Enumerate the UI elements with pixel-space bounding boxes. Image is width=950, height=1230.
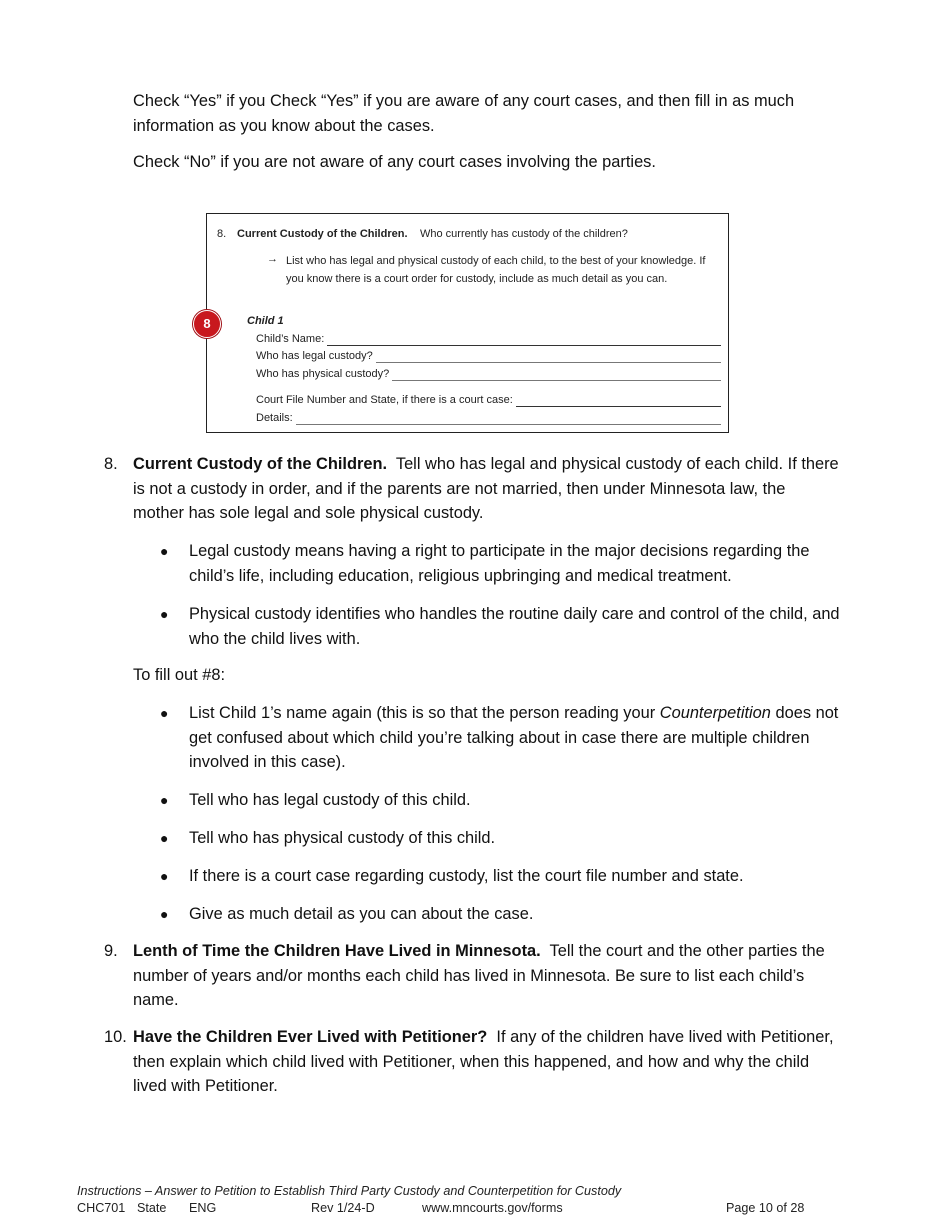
child-label: Child 1 xyxy=(247,315,284,327)
bullet-text: Tell who has legal custody of this child. xyxy=(189,791,471,809)
field-label: Child’s Name: xyxy=(256,333,325,345)
bullet-icon: ● xyxy=(160,830,169,846)
list-item xyxy=(160,826,840,851)
field-label: Details: xyxy=(256,412,293,424)
bullet-text: Tell who has physical custody of this child. xyxy=(189,829,496,847)
section-number: 10. xyxy=(104,1028,127,1046)
footer-jurisdiction: State xyxy=(137,1201,167,1215)
bullet-text: Physical custody identifies who handles the routine daily care and control of the child, and who the child lives with. xyxy=(189,605,840,648)
field-line xyxy=(296,413,721,425)
bullet-text: does not get confused about which child you’re talking about in case there are multiple children involved in this case). xyxy=(189,704,839,772)
arrow-icon: → xyxy=(267,253,278,265)
field-legal-custody xyxy=(256,349,721,363)
bullet-icon: ● xyxy=(160,868,169,884)
footer-revision: Rev 1/24-D xyxy=(311,1201,375,1215)
form-excerpt-box xyxy=(206,213,729,433)
section-heading: Have the Children Ever Lived with Petitioner? xyxy=(133,1028,488,1046)
section-heading: Current Custody of the Children. xyxy=(133,455,388,473)
bullet-text: Legal custody means having a right to participate in the major decisions regarding the child’s life, including education, religious upbringing and medical treatment. xyxy=(189,542,810,585)
bullet-text: List Child 1’s name again (this is so that the person reading your xyxy=(189,704,656,722)
section-8 xyxy=(104,452,839,526)
form-heading: Current Custody of the Children. xyxy=(237,228,408,240)
bullet-text: Give as much detail as you can about the case. xyxy=(189,905,534,923)
list-item xyxy=(160,788,840,813)
form-question: Who currently has custody of the children? xyxy=(420,228,628,240)
list-item xyxy=(160,902,840,927)
field-label: Who has physical custody? xyxy=(256,368,390,380)
footer-website: www.mncourts.gov/forms xyxy=(422,1201,563,1215)
section-9 xyxy=(104,939,839,1013)
section-text: Tell who has legal and physical custody of each child. If there is not a custody in order, and if the parents are not married, then under Minnesota law, the mother has sole legal and sole physical custody. xyxy=(133,455,839,523)
section-text: If any of the children have lived with Petitioner, then explain which child lived with Petitioner, when this happened, and how and why the child lived with Petitioner. xyxy=(133,1028,834,1096)
field-line xyxy=(516,395,721,407)
form-title-italic: Counterpetition xyxy=(659,704,771,722)
section-text: Tell the court and the other parties the number of years and/or months each child has lived in Minnesota. Be sure to list each child’s name. xyxy=(133,942,825,1010)
list-item xyxy=(160,864,840,889)
step-number-badge: 8 xyxy=(193,310,221,338)
intro-paragraph-yes: Check “Yes” if you Check “Yes” if you are aware of any court cases, and then fill in as much information as you know about the cases. xyxy=(133,92,795,135)
list-item xyxy=(160,701,840,775)
list-item xyxy=(160,539,840,588)
section-number: 8. xyxy=(104,455,118,473)
field-court-file xyxy=(256,393,721,407)
field-line xyxy=(392,369,721,381)
fill-out-label: To fill out #8: xyxy=(133,666,226,684)
section-number: 9. xyxy=(104,942,118,960)
field-label: Who has legal custody? xyxy=(256,350,373,362)
list-item xyxy=(160,602,840,651)
bullet-text: If there is a court case regarding custody, list the court file number and state. xyxy=(189,867,744,885)
footer-page-number: Page 10 of 28 xyxy=(726,1201,805,1215)
form-item-number: 8. xyxy=(217,228,227,240)
field-physical-custody xyxy=(256,367,721,381)
bullet-icon: ● xyxy=(160,705,169,721)
footer-form-code: CHC701 xyxy=(77,1201,126,1215)
form-instruction: List who has legal and physical custody of each child, to the best of your knowledge. If you know there is a court order for custody, include as much detail as you can. xyxy=(286,255,706,285)
field-label: Court File Number and State, if there is a court case: xyxy=(256,394,513,406)
footer-title: Instructions – Answer to Petition to Establish Third Party Custody and Counterpetition for Custody xyxy=(77,1184,622,1198)
footer-language: ENG xyxy=(189,1201,217,1215)
bullet-icon: ● xyxy=(160,792,169,808)
field-line xyxy=(327,334,721,346)
field-childs-name xyxy=(256,332,721,346)
section-10 xyxy=(104,1025,839,1099)
field-line xyxy=(376,351,721,363)
intro-paragraph-no: Check “No” if you are not aware of any court cases involving the parties. xyxy=(133,153,656,171)
field-details xyxy=(256,411,721,425)
bullet-icon: ● xyxy=(160,543,169,559)
bullet-icon: ● xyxy=(160,906,169,922)
section-heading: Lenth of Time the Children Have Lived in Minnesota. xyxy=(133,942,541,960)
bullet-icon: ● xyxy=(160,606,169,622)
